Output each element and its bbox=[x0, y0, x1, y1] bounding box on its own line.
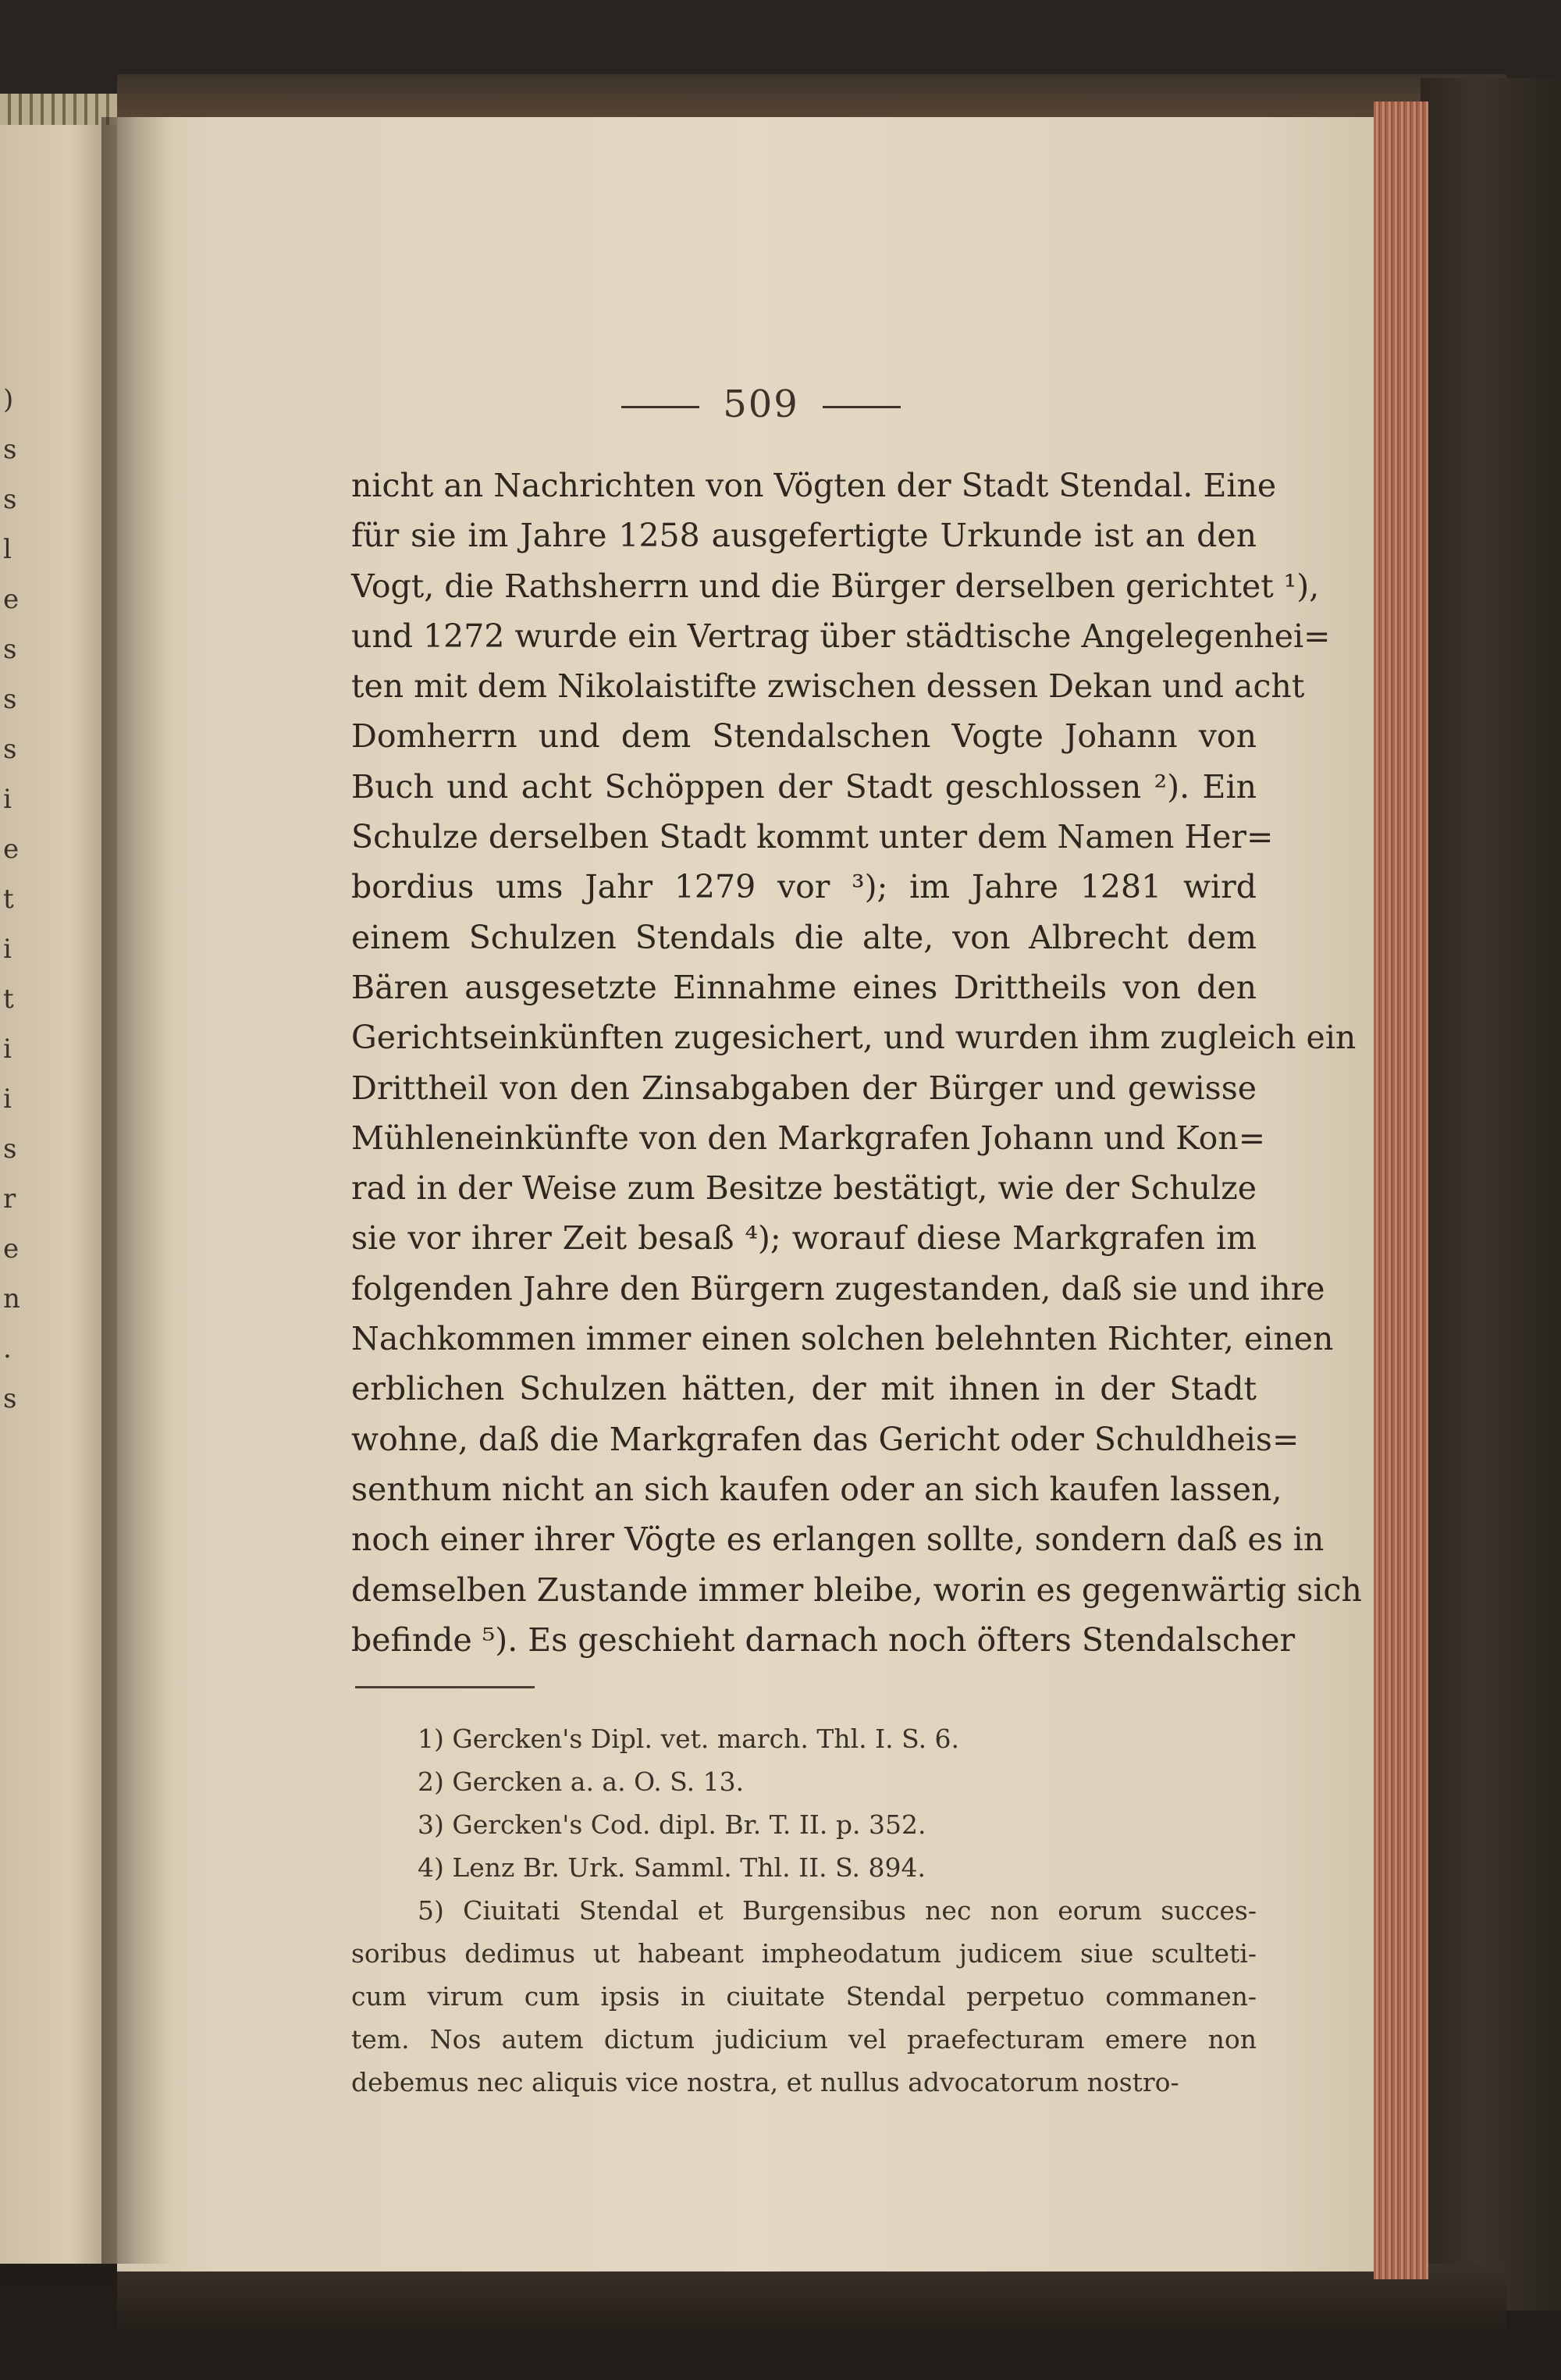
body-line: wohne, daß die Markgrafen das Gericht oder Schuldheis= bbox=[351, 1420, 1300, 1458]
body-line: demselben Zustande immer bleibe, worin es gegenwärtig sich bbox=[351, 1571, 1362, 1609]
body-line: erblichen Schulzen hätten, der mit ihnen in der Stadt bbox=[351, 1370, 1257, 1408]
left-margin-char: i bbox=[3, 1083, 12, 1115]
left-margin-char: e bbox=[3, 834, 20, 865]
body-line: senthum nicht an sich kaufen oder an sich kaufen lassen, bbox=[351, 1470, 1282, 1508]
footnote-5-line: cum virum cum ipsis in ciuitate Stendal perpetuo commanen- bbox=[351, 1981, 1257, 2012]
left-margin-char: n bbox=[3, 1283, 20, 1315]
left-page-margin-chars bbox=[3, 375, 34, 1424]
left-margin-char: s bbox=[3, 1383, 17, 1414]
footnote-4: 4) Lenz Br. Urk. Samml. Thl. II. S. 894. bbox=[418, 1852, 926, 1883]
footnotes bbox=[351, 1717, 1257, 2104]
left-margin-char: e bbox=[3, 584, 20, 615]
body-line: ten mit dem Nikolaistifte zwischen dessen Dekan und acht bbox=[351, 667, 1305, 706]
left-margin-char: l bbox=[3, 534, 12, 565]
page-number bbox=[117, 382, 1405, 426]
body-text bbox=[351, 461, 1362, 1665]
footnote-2: 2) Gercken a. a. O. S. 13. bbox=[418, 1766, 745, 1797]
body-line: Nachkommen immer einen solchen belehnten Richter, einen bbox=[351, 1320, 1334, 1358]
body-line: für sie im Jahre 1258 ausgefertigte Urkunde ist an den bbox=[351, 517, 1257, 555]
body-line: Buch und acht Schöppen der Stadt geschlossen ²). Ein bbox=[351, 767, 1257, 806]
body-line: sie vor ihrer Zeit besaß ⁴); worauf diese Markgrafen im bbox=[351, 1219, 1257, 1258]
body-line: bordius ums Jahr 1279 vor ³); im Jahre 1281 wird bbox=[351, 868, 1257, 906]
left-margin-char: i bbox=[3, 1033, 12, 1065]
book-cover-right bbox=[1421, 78, 1561, 2311]
left-margin-char: s bbox=[3, 484, 17, 515]
body-line: Gerichtseinkünften zugesichert, und wurden ihm zugleich ein bbox=[351, 1019, 1357, 1057]
body-line: befinde ⁵). Es geschieht darnach noch öfters Stendalscher bbox=[351, 1620, 1296, 1659]
body-line: noch einer ihrer Vögte es erlangen sollte, sondern daß es in bbox=[351, 1521, 1325, 1559]
body-line: und 1272 wurde ein Vertrag über städtische Angelegenhei= bbox=[351, 617, 1331, 655]
left-margin-char: i bbox=[3, 784, 12, 815]
left-margin-char: e bbox=[3, 1233, 20, 1265]
footnote-1: 1) Gercken's Dipl. vet. march. Thl. I. S. 6. bbox=[418, 1724, 960, 1754]
left-page-edge-strip bbox=[0, 94, 117, 125]
book-cover-bottom bbox=[117, 2264, 1506, 2334]
footnote-5-line: tem. Nos autem dictum judicium vel praefecturam emere non bbox=[351, 2024, 1257, 2054]
body-line: einem Schulzen Stendals die alte, von Albrecht dem bbox=[351, 918, 1257, 956]
left-margin-char: . bbox=[3, 1333, 12, 1364]
book-cover-top bbox=[117, 74, 1506, 121]
body-line: rad in der Weise zum Besitze bestätigt, wie der Schulze bbox=[351, 1169, 1257, 1208]
body-line: Bären ausgesetzte Einnahme eines Drittheils von den bbox=[351, 968, 1257, 1006]
footnote-5-line: 5) Ciuitati Stendal et Burgensibus nec non eorum succes- bbox=[418, 1895, 1257, 1926]
page-number-value: 509 bbox=[723, 382, 799, 426]
left-margin-char: i bbox=[3, 934, 12, 965]
body-line: folgenden Jahre den Bürgern zugestanden, daß sie und ihre bbox=[351, 1269, 1325, 1307]
footnote-5-line: soribus dedimus ut habeant impheodatum judicem siue sculteti- bbox=[351, 1938, 1257, 1969]
page-number-dash-left bbox=[621, 406, 699, 408]
left-margin-char: s bbox=[3, 434, 17, 465]
page-gutter-shadow bbox=[101, 117, 172, 2264]
footnote-5-line: debemus nec aliquis vice nostra, et nullus advocatorum nostro- bbox=[351, 2067, 1179, 2097]
left-margin-char: r bbox=[3, 1183, 16, 1215]
footnote-3: 3) Gercken's Cod. dipl. Br. T. II. p. 352. bbox=[418, 1809, 926, 1840]
page-number-dash-right bbox=[823, 406, 901, 408]
page-fore-edge bbox=[1374, 101, 1428, 2279]
body-line: Mühleneinkünfte von den Markgrafen Johann und Kon= bbox=[351, 1119, 1266, 1157]
body-line: Domherrn und dem Stendalschen Vogte Johann von bbox=[351, 717, 1257, 756]
left-margin-char: s bbox=[3, 684, 17, 715]
left-margin-char: s bbox=[3, 1133, 17, 1165]
body-line: Vogt, die Rathsherrn und die Bürger derselben gerichtet ¹), bbox=[351, 567, 1320, 605]
left-margin-char: s bbox=[3, 734, 17, 765]
footnote-rule bbox=[355, 1686, 535, 1688]
left-margin-char: t bbox=[3, 984, 14, 1015]
left-margin-char: ) bbox=[3, 384, 14, 415]
body-line: Schulze derselben Stadt kommt unter dem Namen Her= bbox=[351, 818, 1274, 856]
right-page bbox=[117, 117, 1389, 2271]
body-line: nicht an Nachrichten von Vögten der Stadt Stendal. Eine bbox=[351, 467, 1277, 504]
body-line: Drittheil von den Zinsabgaben der Bürger und gewisse bbox=[351, 1069, 1257, 1107]
left-margin-char: t bbox=[3, 884, 14, 915]
left-margin-char: s bbox=[3, 634, 17, 665]
